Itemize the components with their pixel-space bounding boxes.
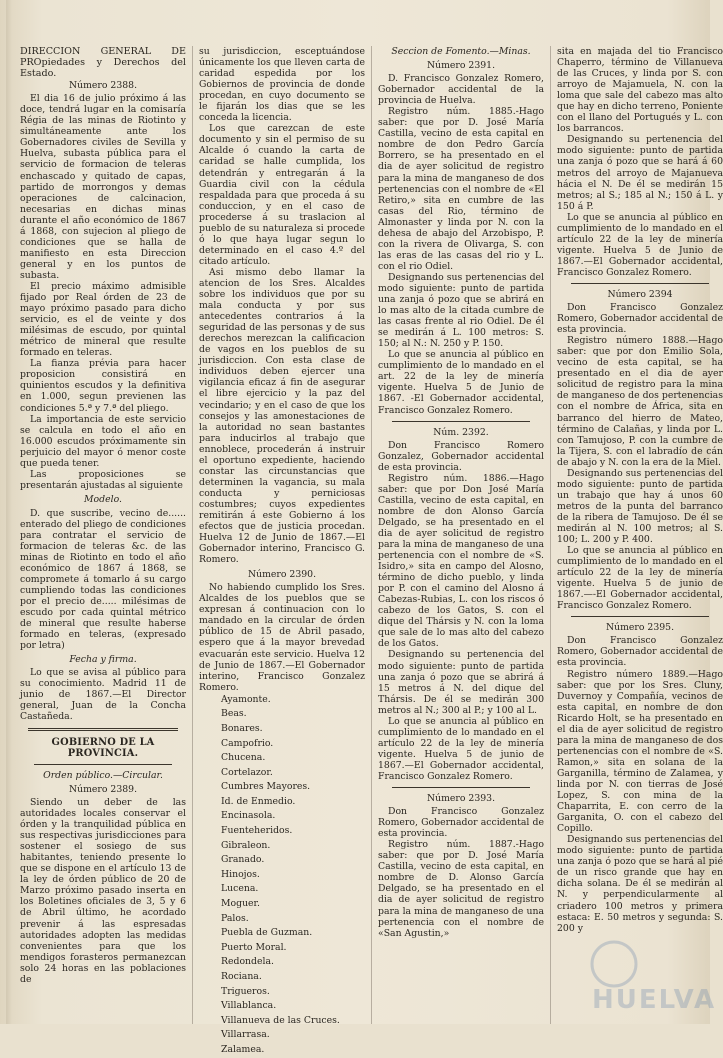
notice-number: Número 2393. bbox=[426, 793, 496, 805]
stamp-ring bbox=[592, 942, 636, 986]
paragraph: Designando su pertenencia del modo siguiente: punto de partida una zanja ó pozo que se hará á 60 metros del arroyo de Majanueva hácia el N. De él se medirán 15 metros; al S.; 185 al N.; 150 á L. y 150 á P. bbox=[557, 134, 723, 212]
paragraph: su jurisdiccion, esceptuándose únicamente los que lleven carta de caridad espedida por los Gobiernos de provincia de donde procedan, en cuyo documento se le fijarán los dias que se les conceda la licencia. bbox=[199, 46, 365, 124]
town-item: Cortelazor. bbox=[221, 766, 273, 778]
divider bbox=[392, 421, 530, 422]
paragraph: Lo que se anuncia al público en cumplimiento de lo mandado en el artículo 22 de la ley de minería vigente. Huelva 5 de junio de 1867.—El Gobernador accidental, Francisco Gonzalez Romero. bbox=[378, 715, 544, 782]
town-item: Beas. bbox=[221, 708, 247, 720]
town-item: Redondela. bbox=[221, 956, 274, 968]
town-item: Hinojos. bbox=[221, 868, 260, 880]
section-divider bbox=[28, 728, 178, 731]
town-item: Villarrasa. bbox=[221, 1029, 270, 1041]
paragraph: D. que suscribe, vecino de...... enterado del pliego de condiciones para contratar el servicio de formacion de teleras &c. de las minas de Riotinto en todo el año económico de 1867 á 1868, se compromete á tomarlo á su cargo cumpliendo todas las condiciones por el precio de..... milésimas de escudo por cada quintal métrico de mineral que resulte haberse formado en teleras, (expresado por letra) bbox=[20, 507, 186, 652]
notice-number: Número 2390. bbox=[247, 569, 317, 581]
town-item: Lucena. bbox=[221, 883, 259, 895]
paragraph: Registro núm. 1887.-Hago saber: que por D. José María Castilla, vecino de esta capital, en nombre de D. Alonso García Delgado, se ha presentado en el dia de ayer solicitud de registro para la mina de manganeso de una pertenencia con el nombre de «San Agustin,» bbox=[378, 839, 544, 939]
town-item: Puerto Moral. bbox=[221, 941, 287, 953]
paragraph: Lo que se anuncia al público en cumplimiento de lo mandado en el artículo 22 de la ley de minería vigente. Huelva 5 de junio de 1867.—-El Gobernador accidental, Francisco Gonzalez Romero. bbox=[557, 545, 723, 612]
paragraph: El dia 16 de julio próximo á las doce, tendrá lugar en la comisaría Régia de las minas de Riotinto y simultáneamente ante los Gobernadores civiles de Sevilla y Huelva, subasta pública para el servicio de formacion de teleras enchascado y quitado de capas, partido de morrongos y demas operaciones de calcinacion, necesarias en dichas minas durante el año económico de 1867 á 1868, con sujecion al pliego de condiciones que se halla de manifiesto en esta Direccion general y en los puntos de subasta. bbox=[20, 93, 186, 281]
paragraph: Designando sus pertenencias del modo siguiente: punto de partida un trabajo que hay á unos 60 metros de la punta del barranco de la ribera de Tamujoso. De él se medirán al N. 100 metros; al S. 100; L. 200 y P. 400. bbox=[557, 467, 723, 546]
stamp-text: HUELVA bbox=[592, 985, 717, 1015]
town-item: Villablanca. bbox=[221, 1000, 277, 1012]
divider bbox=[571, 283, 709, 284]
paragraph: sita en majada del tio Francisco Chaperro, término de Villanueva de las Cruces, y linda por S. con arroyo de Majamuela, N. con la loma que sale del cabezo mas alto que hay en dicho terreno, Poniente con el llano del Portugués y L. con los barrancos. bbox=[557, 46, 723, 135]
column-rule bbox=[550, 46, 551, 1024]
section-header-fomento: Seccion de Fomento.—Minas. bbox=[391, 46, 531, 57]
column-rule bbox=[192, 46, 193, 1024]
notice-number: Número 2395. bbox=[605, 622, 675, 634]
town-item: Villanueva de las Cruces. bbox=[221, 1014, 340, 1026]
section-subtitle: Orden público.—Circular. bbox=[43, 769, 163, 781]
town-item: Rociana. bbox=[221, 971, 262, 982]
paragraph: No habiendo cumplido los Sres. Alcaldes de los pueblos que se expresan á continuacion con lo mandado en la circular de órden público de 15 de Abril pasado, espero que á la mayor brevedad evacuarán este servicio. Huelva 12 de Junio de 1867.—El Gobernador interino, Francisco Gonzalez Romero. bbox=[199, 582, 365, 693]
fecha-firma: Fecha y firma. bbox=[69, 653, 137, 665]
library-stamp-watermark bbox=[584, 930, 717, 1015]
town-list bbox=[199, 693, 365, 1058]
notice-number: Número 2394 bbox=[607, 288, 673, 300]
town-item: Encinasola. bbox=[221, 810, 276, 822]
town-item: Palos. bbox=[221, 912, 249, 924]
notice-number: Número 2391. bbox=[426, 60, 496, 72]
paragraph: Registro número 1889.—Hago saber: que por los Sres. Cluny, Duvernoy y Compañía, vecinos de esta capital, en nombre de don Ricardo Holt, se ha presentado en el dia de ayer solicitud de registro para la mina de manganeso de dos pertenencias con el nombre de «S. Ramon,» sita en solana de la Garganilla, término de Zalamea, y linda por N. con tierras de José Lopez, S. con mina de la Chaparrita, E. con cerro de la Garganita, O. con el cabezo del Copillo. bbox=[557, 668, 723, 835]
paragraph: Los que carezcan de este documento y sin el permiso de su Alcalde ó cuando la carta de caridad se halle cumplida, los detendrán y entregarán á la Guardia civil con la cédula respaldada para que proceda á su conduccion, y en el caso de procederse á su traslacion al pueblo de su naturaleza si procede ó lo que haya lugar segun lo determinado en el caso 4.º del citado artículo. bbox=[199, 123, 365, 267]
divider bbox=[34, 764, 172, 765]
town-item: Granado. bbox=[221, 854, 265, 866]
notice-number: Número 2388. bbox=[68, 80, 138, 92]
town-item: Moguer. bbox=[221, 898, 260, 910]
paragraph: El precio máximo admisible fijado por Real órden de 23 de mayo próximo pasado para dicho servicio, es el de veinte y dos milésimas de escudo, por quintal métrico de mineral que resulte formado en teleras. bbox=[20, 280, 186, 359]
town-item: Id. de Enmedio. bbox=[221, 795, 296, 807]
paragraph: Designando sus pertenencias del modo siguiente: punto de partida una zanja ó pozo que se abrirá en lo mas alto de la citada cumbre de las casas frente al rio Odiel. De él se medirán á L. 100 metros: S. 150; al N.: N. 250 y P. 150. bbox=[378, 271, 544, 350]
column-3 bbox=[378, 46, 544, 1018]
paragraph: Don Francisco Romero Gonzalez, Gobernador accidental de esta provincia. bbox=[378, 439, 544, 473]
column-2 bbox=[199, 46, 365, 1055]
paragraph: Lo que se anuncia al público en cumplimiento de lo mandado en el art. 22 de la ley de minería vigente. Huelva 5 de Junio de 1867. -El Gobernador accidental, Francisco Gonzalez Romero. bbox=[378, 349, 544, 416]
paragraph: Registro núm. 1886.—Hago saber: que por Don José María Castilla, vecino de esta capital, en nombre de don Alonso García Delgado, se ha presentado en el dia de ayer solicitud de registro para la mina de manganeso de una pertenencia con el nombre de «S. Isidro,» sita en campo del Alosno, término de dicho pueblo, y linda por P. con el camino del Alosno á Cabezas-Rubias, L. con los riscos ó cabezo de los Gatos, S. con el dique del Thársis y N. con la loma que sale de lo mas alto del cabezo de los Gatos. bbox=[378, 472, 544, 650]
town-item: Bonares. bbox=[221, 722, 263, 734]
paragraph: Lo que se anuncia al público en cumplimiento de lo mandado en el artículo 22 de la ley de minería vigente. Huelva 5 de Junio de 1867.—El Gobernador accidental, Francisco Gonzalez Romero. bbox=[557, 211, 723, 278]
paragraph: Registro núm. 1885.-Hago saber: que por D. José María Castilla, vecino de esta capital en nombre de don Pedro García Borrero, se ha presentado en el dia de ayer solicitud de registro para la mina de manganeso de dos pertenencias con el nombre de «El Retiro,» sita en cumbre de las casas del Rio, término de Almonaster y linda por N. con la dehesa de abajo del Arzobispo, P. con la rivera de Olivarga, S. con las eras de las casas del rio y L. con el rio Odiel. bbox=[378, 106, 544, 272]
notice-number: Núm. 2392. bbox=[433, 426, 489, 438]
paragraph: Designando sus pertenencias del modo siguiente: punto de partida una zanja ó pozo que se hará al pié de un risco grande que hay en dicha solana. De él se medirán al N. y perpendicularmente al criadero 100 metros y primera estaca: E. 50 metros y segunda: S. 200 y bbox=[557, 834, 723, 934]
notice-number: Número 2389. bbox=[68, 783, 138, 795]
column-4 bbox=[557, 46, 723, 1018]
paragraph: Registro número 1888.—Hago saber: que por don Emilio Sola, vecino de esta capital, se ha presentado en el dia de ayer solicitud de registro para la mina de manganeso de dos pertenencias con el nombre de África, sita en barranco del hierro de Mateo, término de Calañas, y linda por L. con Tamujoso, P. con la cumbre de la Tijera, S. con el labradío de cán de abajo y N. con la era de la Miel. bbox=[557, 335, 723, 468]
paragraph: Don Francisco Gonzalez Romero, Gobernador accidental de esta provincia. bbox=[378, 806, 544, 840]
town-item: Puebla de Guzman. bbox=[221, 927, 313, 939]
divider bbox=[392, 787, 530, 788]
paragraph: La importancia de este servicio se calcula en todo el año en 16.000 escudos próximamente sin perjuicio del mayor ó menor coste que pueda tener. bbox=[20, 413, 186, 469]
section-title-gobierno: GOBIERNO DE LA PROVINCIA. bbox=[51, 736, 155, 759]
paragraph: Don Francisco Gonzalez Romero, Gobernador accidental de esta provincia. bbox=[557, 635, 723, 669]
paragraph: Asi mismo debo llamar la atencion de los Sres. Alcaldes sobre los individuos que por su mala conducta y por sus antecedentes contrarios á la seguridad de las personas y de sus derechos merezcan la calificacion de vagos en los pueblos de su jurisdiccion. Con esta clase de individuos deben ejercer una vigilancia eficaz á fin de asegurar el libre ejercicio y la paz del vecindario; y en el caso de que los consejos y las amonestaciones de la autoridad no sean bastantes para inducirlos al trabajo que ennoblece, procederán á instruir el oportuno expediente, haciendo constar las circunstancias que determinen la vagancia, su mala conducta y perniciosas costumbres; cuyos expedientes remitirán á este Gobierno á los efectos que de justicia procedan. Huelva 12 de Junio de 1867.—El Gobernador interino, Francisco G. Romero. bbox=[199, 266, 365, 566]
town-item: Campofrio. bbox=[221, 737, 274, 749]
paragraph: Siendo un deber de las autoridades locales conservar el órden y la tranquilidad pública en sus respectivas jurisdicciones para sostener el sosiego de sus habitantes, teniendo presente lo que se dispone en el artículo 13 de la ley de órden público de 20 de Marzo próximo pasado inserta en los Boletines oficiales de 3, 5 y 6 de Abril último, he acordado prevenir á las espresadas autoridades adopten las medidas convenientes para que los mendigos forasteros permanezcan solo 24 horas en las poblaciones de bbox=[20, 797, 186, 985]
town-item: Ayamonte. bbox=[221, 693, 271, 705]
modelo-title: Modelo. bbox=[84, 493, 122, 505]
town-item: Chucena. bbox=[221, 752, 266, 764]
column-1 bbox=[20, 46, 186, 1018]
divider bbox=[571, 616, 709, 617]
town-item: Fuenteheridos. bbox=[221, 825, 293, 837]
section-header-direccion: DIRECCION GENERAL DE PROpiedades y Derechos del Estado. bbox=[20, 46, 186, 80]
paragraph: D. Francisco Gonzalez Romero, Gobernador accidental de la provincia de Huelva. bbox=[378, 73, 544, 107]
paragraph: Las proposiciones se presentarán ajustadas al siguiente bbox=[20, 468, 186, 491]
town-item: Gibraleon. bbox=[221, 839, 271, 851]
paragraph: Designando su pertenencia del modo siguiente: punto de partida una zanja ó pozo que se abrirá á 15 metros á N. del dique del Thársis. De él se medirán 300 metros al N.; 300 al P.; y 100 al L. bbox=[378, 649, 544, 716]
town-item: Zalamea. bbox=[221, 1043, 265, 1055]
paragraph: Don Francisco Gonzalez Romero, Gobernador accidental de esta provincia. bbox=[557, 302, 723, 336]
column-rule bbox=[371, 46, 372, 1024]
page-fold-shadow bbox=[6, 0, 12, 1024]
paragraph: La fianza prévia para hacer proposicion consistirá en quinientos escudos y la definitiva en 1.000, segun previenen las condiciones 5.ª y 7.ª del pliego. bbox=[20, 358, 186, 414]
town-item: Trigueros. bbox=[221, 985, 270, 997]
paragraph: Lo que se avisa al público para su conocimiento. Madrid 11 de junio de 1867.—El Director general, Juan de la Concha Castañeda. bbox=[20, 666, 186, 722]
town-item: Cumbres Mayores. bbox=[221, 781, 311, 793]
